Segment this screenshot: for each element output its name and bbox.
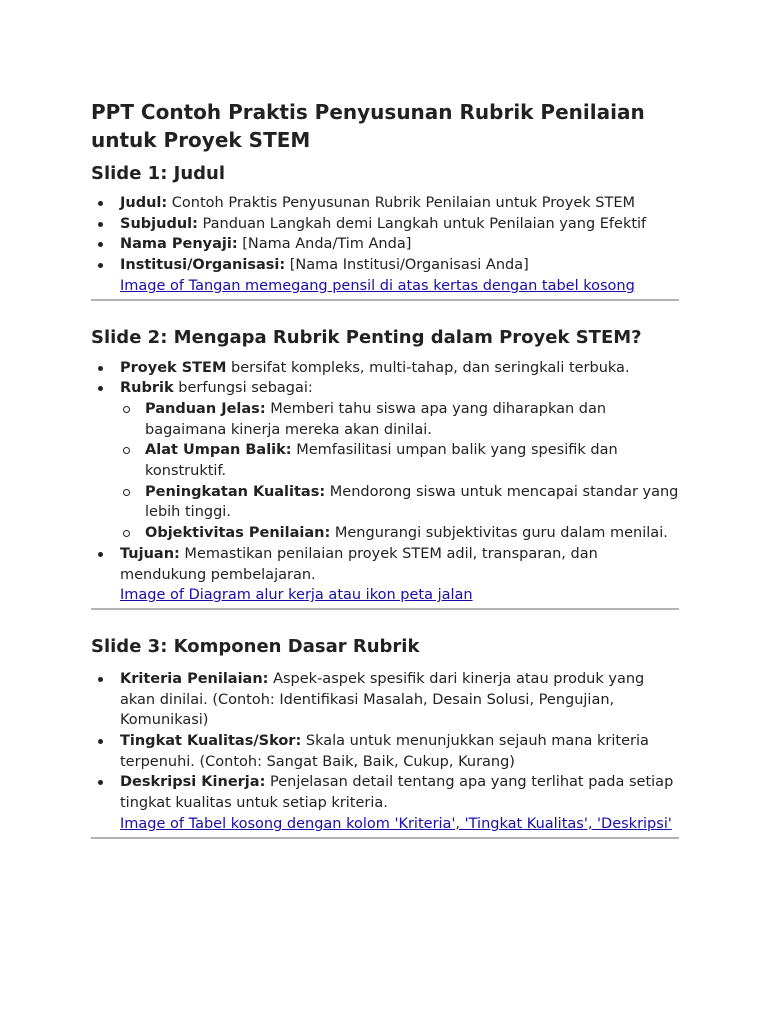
item-label: Peningkatan Kualitas:: [145, 483, 326, 500]
list-item: [91, 544, 679, 606]
item-text: berfungsi sebagai:: [173, 380, 313, 397]
item-label: Panduan Jelas:: [145, 400, 266, 417]
list-item: [91, 378, 679, 544]
item-label: Proyek STEM: [120, 359, 227, 376]
document-title: PPT Contoh Praktis Penyusunan Rubrik Penilaian untuk Proyek STEM: [91, 100, 645, 152]
slide2-list: [91, 358, 679, 606]
slide1-image-link[interactable]: Image of Tangan memegang pensil di atas kertas dengan tabel kosong: [120, 277, 635, 294]
sublist-item: [120, 399, 679, 440]
list-item: [91, 234, 679, 255]
document-content: [91, 98, 679, 837]
slide3-list: [91, 669, 679, 835]
sublist-item: [120, 523, 679, 544]
slide1-heading: Slide 1: Judul: [91, 163, 226, 184]
list-item: [91, 214, 679, 235]
item-label: Institusi/Organisasi:: [120, 257, 286, 274]
list-item: [91, 193, 679, 214]
item-text: Memberi tahu siswa apa yang diharapkan dan bagaimana kinerja mereka akan dinilai.: [145, 400, 607, 438]
slide2-heading: Slide 2: Mengapa Rubrik Penting dalam Proyek STEM?: [91, 326, 642, 348]
item-label: Rubrik: [120, 380, 174, 397]
item-text: [Nama Institusi/Organisasi Anda]: [285, 257, 529, 274]
item-label: Tujuan:: [120, 545, 180, 562]
list-item: [91, 255, 679, 296]
item-label: Objektivitas Penilaian:: [145, 525, 331, 542]
section-divider: [91, 837, 679, 839]
item-label: Nama Penyaji:: [120, 236, 238, 253]
list-item: [91, 772, 679, 834]
item-label: Kriteria Penilaian:: [120, 670, 269, 687]
item-text: Mendorong siswa untuk mencapai standar yang lebih tinggi.: [145, 483, 679, 521]
item-label: Judul:: [120, 195, 168, 211]
item-text: Skala untuk menunjukkan sejauh mana kriteria terpenuhi. (Contoh: Sangat Baik, Baik, Cukup, Kurang): [120, 733, 649, 770]
slide3-heading: Slide 3: Komponen Dasar Rubrik: [91, 635, 420, 657]
item-text: Aspek-aspek spesifik dari kinerja atau produk yang akan dinilai. (Contoh: Identifikasi Masalah, Desain Solusi, Pengujian, Komunikasi): [120, 670, 645, 729]
list-item: [91, 358, 679, 379]
item-label: Tingkat Kualitas/Skor:: [120, 733, 302, 750]
slide2-sublist: [120, 399, 679, 544]
item-text: bersifat kompleks, multi-tahap, dan seringkali terbuka.: [226, 359, 630, 376]
slide3-image-link[interactable]: Image of Tabel kosong dengan kolom 'Kriteria', 'Tingkat Kualitas', 'Deskripsi': [120, 815, 672, 832]
item-label: Alat Umpan Balik:: [145, 442, 292, 459]
item-label: Subjudul:: [120, 215, 198, 232]
sublist-item: [120, 482, 679, 523]
item-text: Memastikan penilaian proyek STEM adil, transparan, dan mendukung pembelajaran.: [120, 545, 598, 583]
slide2-image-link[interactable]: Image of Diagram alur kerja atau ikon peta jalan: [120, 587, 473, 604]
list-item: [91, 669, 679, 731]
list-item: [91, 731, 679, 772]
slide1-list: [91, 193, 679, 297]
item-text: Panduan Langkah demi Langkah untuk Penilaian yang Efektif: [197, 215, 647, 232]
item-text: Memfasilitasi umpan balik yang spesifik dan konstruktif.: [145, 442, 618, 480]
item-text: Contoh Praktis Penyusunan Rubrik Penilaian untuk Proyek STEM: [167, 195, 636, 211]
sublist-item: [120, 440, 679, 481]
section-divider: [91, 608, 679, 610]
item-text: Mengurangi subjektivitas guru dalam menilai.: [330, 525, 668, 542]
section-divider: [91, 299, 679, 301]
item-text: [Nama Anda/Tim Anda]: [237, 236, 412, 253]
item-label: Deskripsi Kinerja:: [120, 774, 266, 791]
item-text: Penjelasan detail tentang apa yang terlihat pada setiap tingkat kualitas untuk setiap kriteria.: [120, 774, 674, 812]
